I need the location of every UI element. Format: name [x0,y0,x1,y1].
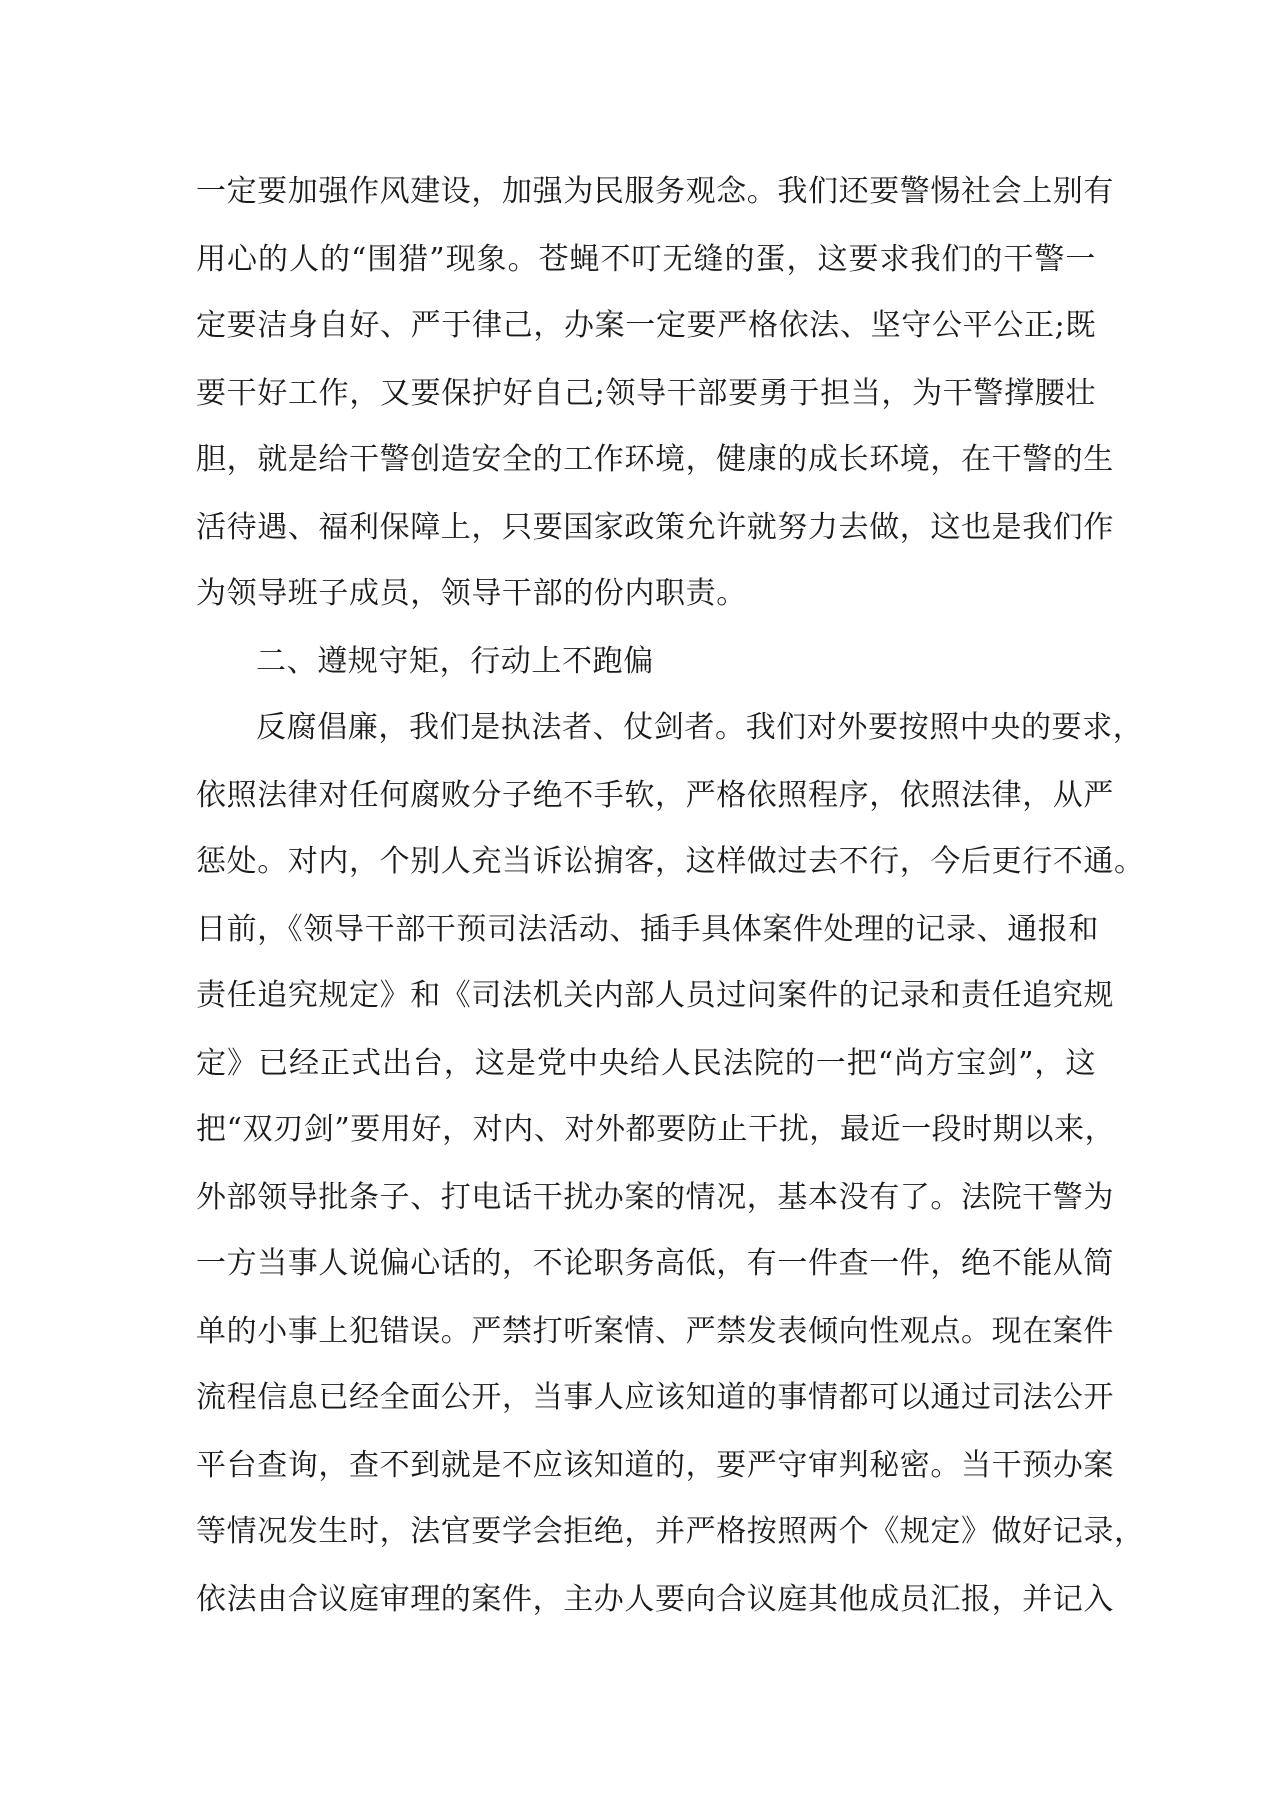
text-line: 一定要加强作风建设，加强为民服务观念。我们还要警惕社会上别有 [196,174,1114,209]
text-line: 把“双刃剑”要用好，对内、对外都要防止干扰，最近一段时期以来， [196,1112,1116,1147]
text-line: 定要洁身自好、严于律己，办案一定要严格依法、坚守公平公正;既 [196,308,1096,343]
text-line: 一方当事人说偏心话的，不论职务高低，有一件查一件，绝不能从简 [196,1246,1114,1281]
text-line: 责任追究规定》和《司法机关内部人员过问案件的记录和责任追究规 [196,978,1114,1013]
text-line: 外部领导批条子、打电话干扰办案的情况，基本没有了。法院干警为 [196,1180,1114,1215]
text-line: 依照法律对任何腐败分子绝不手软，严格依照程序，依照法律，从严 [196,778,1114,813]
text-line: 反腐倡廉，我们是执法者、仗剑者。我们对外要按照中央的要求， [256,710,1144,745]
text-line: 依法由合议庭审理的案件，主办人要向合议庭其他成员汇报，并记入 [196,1582,1114,1617]
text-line: 活待遇、福利保障上，只要国家政策允许就努力去做，这也是我们作 [196,510,1114,545]
text-line: 为领导班子成员，领导干部的份内职责。 [196,576,747,611]
text-line: 等情况发生时，法官要学会拒绝，并严格按照两个《规定》做好记录， [196,1514,1145,1549]
text-line: 用心的人的“围猎”现象。苍蝇不叮无缝的蛋，这要求我们的干警一 [196,242,1096,277]
text-line: 定》已经正式出台，这是党中央给人民法院的一把“尚方宝剑”，这 [196,1046,1096,1081]
text-line: 胆，就是给干警创造安全的工作环境，健康的成长环境，在干警的生 [196,442,1114,477]
text-line: 日前，《领导干部干预司法活动、插手具体案件处理的记录、通报和 [196,912,1099,947]
text-line: 单的小事上犯错误。严禁打听案情、严禁发表倾向性观点。现在案件 [196,1314,1114,1349]
text-line: 惩处。对内，个别人充当诉讼掮客，这样做过去不行，今后更行不通。 [196,844,1145,879]
text-line: 流程信息已经全面公开，当事人应该知道的事情都可以通过司法公开 [196,1380,1114,1415]
text-line: 要干好工作，又要保护好自己;领导干部要勇于担当，为干警撑腰壮 [196,376,1096,411]
section-heading: 二、遵规守矩，行动上不跑偏 [256,644,654,679]
text-line: 平台查询，查不到就是不应该知道的，要严守审判秘密。当干预办案 [196,1448,1114,1483]
